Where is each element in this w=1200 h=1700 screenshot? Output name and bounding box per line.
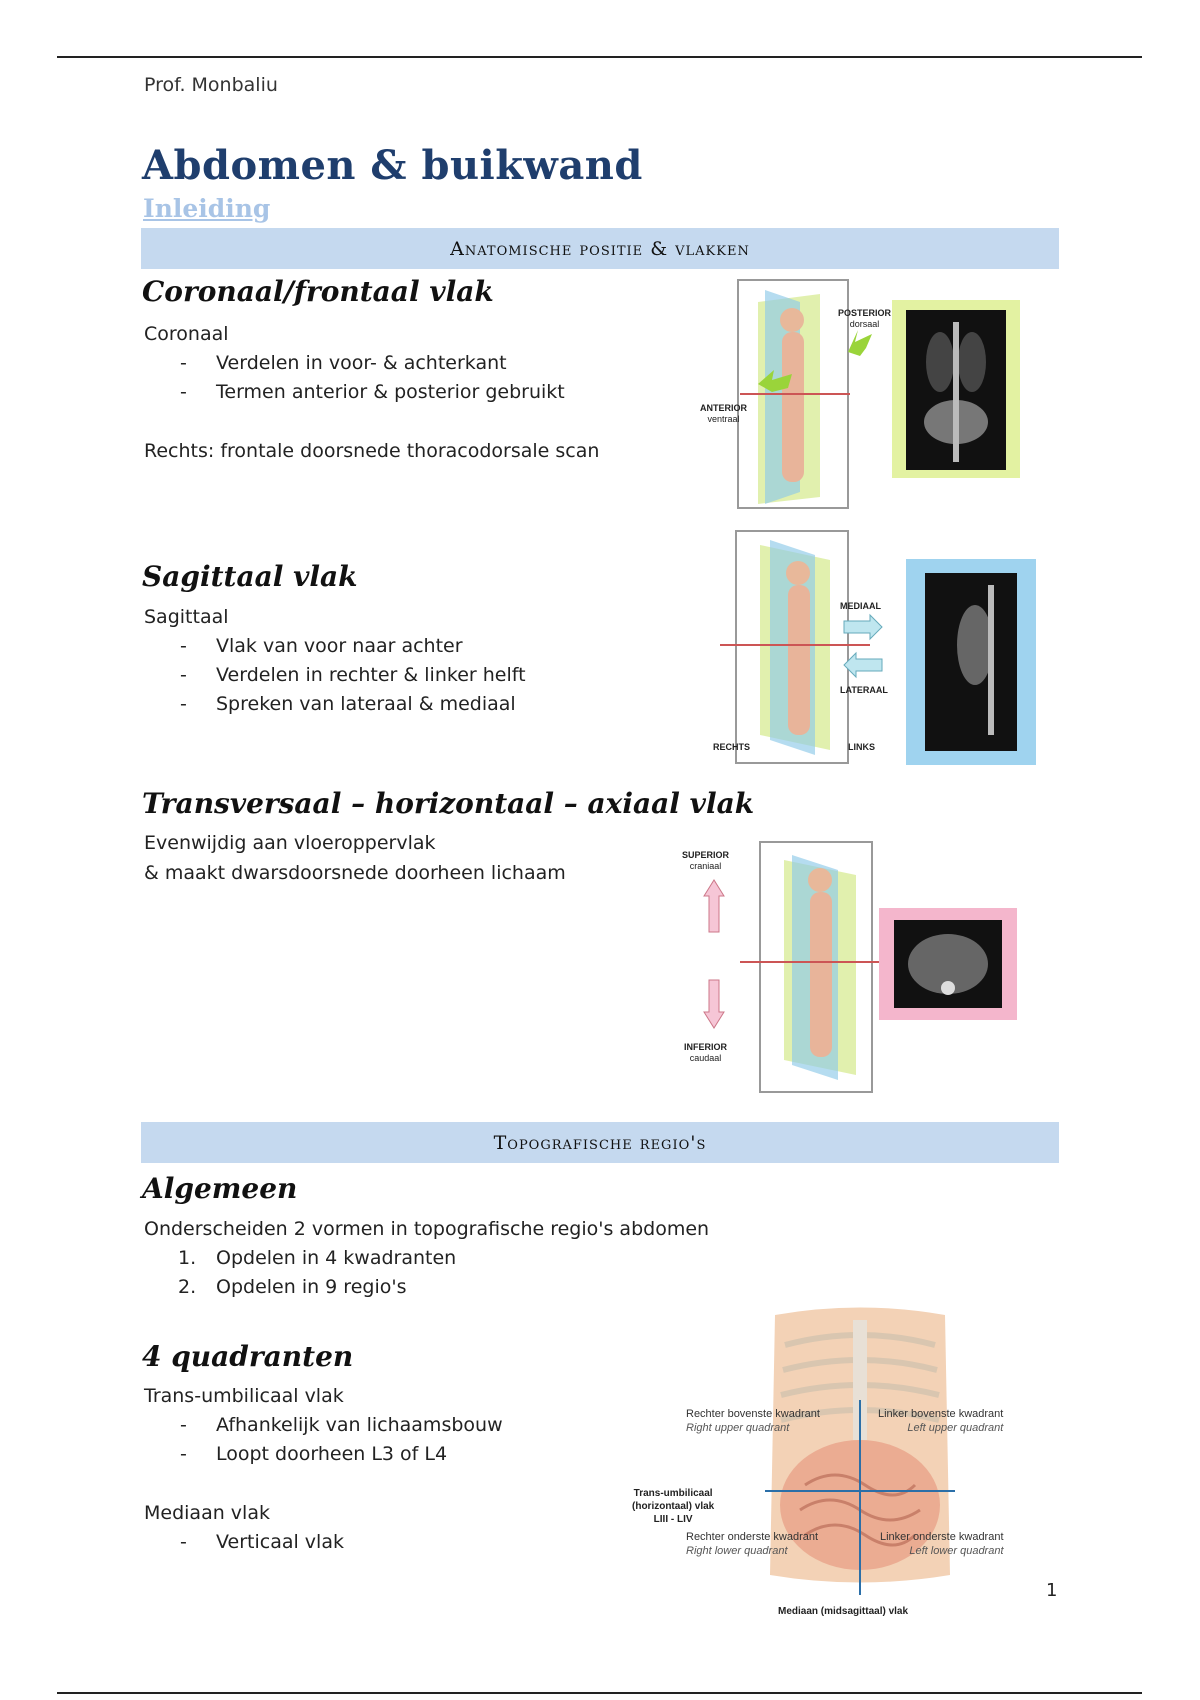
links-label: LINKS bbox=[848, 742, 875, 752]
posterior-text: POSTERIOR bbox=[838, 308, 892, 318]
superior-sub-text: craniaal bbox=[689, 861, 722, 871]
quadrant-text-lu-en-italic: Left upper quadrant bbox=[907, 1422, 1004, 1434]
section-banner-anatomische-positie: Anatomische positie & vlakken bbox=[141, 228, 1059, 269]
quadranten-bullets1 bbox=[180, 1411, 503, 1469]
anterior-sub-text: ventraal bbox=[707, 414, 740, 424]
sagittaal-bullets bbox=[180, 632, 526, 719]
algemeen-intro: Onderscheiden 2 vormen in topografische regio's abdomen bbox=[144, 1218, 710, 1240]
page-title: Abdomen & buikwand bbox=[142, 142, 643, 189]
list-item: - Verdelen in voor- & achterkant bbox=[180, 349, 565, 378]
bottom-rule bbox=[57, 1692, 1142, 1694]
quadrant-text-lu-en bbox=[878, 1421, 1003, 1435]
trans-umbilical-text-3: LIII - LIV bbox=[653, 1514, 693, 1525]
page-subtitle: Inleiding bbox=[143, 194, 271, 223]
anterior-label bbox=[700, 403, 747, 425]
posterior-sub-text: dorsaal bbox=[849, 319, 880, 329]
quadranten-bullets2 bbox=[180, 1528, 344, 1557]
anterior-text: ANTERIOR bbox=[700, 403, 747, 413]
quadranten-intro1: Trans-umbilicaal vlak bbox=[144, 1385, 344, 1407]
transversaal-line2: & maakt dwarsdoorsnede doorheen lichaam bbox=[144, 862, 566, 884]
quadranten-intro2: Mediaan vlak bbox=[144, 1502, 270, 1524]
posterior-label bbox=[838, 308, 891, 330]
transverse-plane-figure bbox=[680, 840, 1020, 1095]
heading-transversaal: Transversaal – horizontaal – axiaal vlak bbox=[142, 787, 755, 820]
list-item: - Spreken van lateraal & mediaal bbox=[180, 690, 526, 719]
quadrant-label-rl bbox=[686, 1530, 818, 1558]
list-item: - Verticaal vlak bbox=[180, 1528, 344, 1557]
sagittal-plane-figure bbox=[720, 525, 1040, 770]
top-rule bbox=[57, 56, 1142, 58]
quadrant-text-ru: Rechter bovenste kwadrant bbox=[686, 1408, 820, 1420]
superior-text: SUPERIOR bbox=[682, 850, 730, 860]
list-item: - Afhankelijk van lichaamsbouw bbox=[180, 1411, 503, 1440]
list-item: - Verdelen in rechter & linker helft bbox=[180, 661, 526, 690]
page-number: 1 bbox=[1046, 1580, 1058, 1601]
sagittaal-intro: Sagittaal bbox=[144, 606, 229, 628]
quadrant-text-ll-en-italic: Left lower quadrant bbox=[909, 1545, 1004, 1557]
lateraal-label: LATERAAL bbox=[840, 685, 888, 695]
quadrant-text-ru-en bbox=[686, 1421, 820, 1435]
heading-coronaal: Coronaal/frontaal vlak bbox=[142, 275, 494, 308]
quadrant-text-ll-en bbox=[880, 1544, 1004, 1558]
inferior-text: INFERIOR bbox=[684, 1042, 728, 1052]
inferior-label bbox=[684, 1042, 727, 1064]
quadrant-text-ru-en-italic: Right upper quadrant bbox=[686, 1422, 790, 1434]
quadrant-text-rl-en-italic: Right lower quadrant bbox=[686, 1545, 788, 1557]
median-plane-label: Mediaan (midsagittaal) vlak bbox=[778, 1606, 909, 1617]
list-item: Opdelen in 4 kwadranten bbox=[216, 1247, 457, 1269]
section-banner-topografische-regios: Topografische regio's bbox=[141, 1122, 1059, 1163]
quadrant-text-lu: Linker bovenste kwadrant bbox=[878, 1408, 1004, 1420]
heading-4-quadranten: 4 quadranten bbox=[142, 1340, 354, 1373]
trans-umbilical-text-1: Trans-umbilicaal bbox=[633, 1488, 713, 1499]
transversaal-line1: Evenwijdig aan vloeroppervlak bbox=[144, 832, 436, 854]
algemeen-list bbox=[180, 1244, 456, 1302]
list-item: - Termen anterior & posterior gebruikt bbox=[180, 378, 565, 407]
coronaal-bullets bbox=[180, 349, 565, 407]
quadrant-label-lu bbox=[878, 1407, 1003, 1435]
quadrant-text-rl: Rechter onderste kwadrant bbox=[686, 1531, 819, 1543]
inferior-sub-text: caudaal bbox=[689, 1053, 722, 1063]
heading-algemeen: Algemeen bbox=[142, 1172, 298, 1205]
list-item: - Vlak van voor naar achter bbox=[180, 632, 526, 661]
trans-umbilical-text-2: (horizontaal) vlak bbox=[632, 1501, 715, 1512]
quadrant-label-ll bbox=[880, 1530, 1004, 1558]
quadrant-text-rl-en bbox=[686, 1544, 818, 1558]
heading-sagittaal: Sagittaal vlak bbox=[142, 560, 358, 593]
rechts-label: RECHTS bbox=[713, 742, 751, 752]
author: Prof. Monbaliu bbox=[144, 74, 278, 96]
quadrant-label-ru bbox=[686, 1407, 820, 1435]
list-item: Opdelen in 9 regio's bbox=[216, 1276, 407, 1298]
list-item: - Loopt doorheen L3 of L4 bbox=[180, 1440, 503, 1469]
mediaal-label: MEDIAAL bbox=[840, 601, 881, 611]
coronaal-intro: Coronaal bbox=[144, 323, 229, 345]
coronaal-note: Rechts: frontale doorsnede thoracodorsale scan bbox=[144, 440, 600, 462]
quadrant-text-ll: Linker onderste kwadrant bbox=[880, 1531, 1004, 1543]
superior-label bbox=[682, 850, 729, 872]
trans-umbilical-label bbox=[632, 1487, 714, 1526]
